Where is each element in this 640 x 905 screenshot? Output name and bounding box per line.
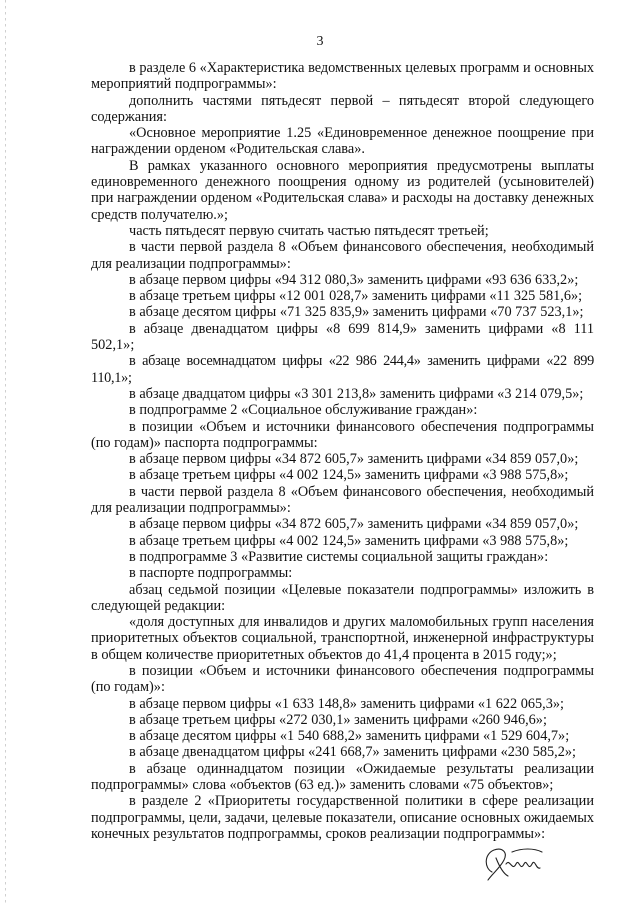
paragraph: в абзаце третьем цифры «4 002 124,5» заменить цифрами «3 988 575,8»; (129, 467, 569, 484)
paragraph: в позиции «Объем и источники финансового обеспечения подпрограммы (по годам)» паспорта подпрограммы: (91, 418, 594, 451)
paragraph: в разделе 2 «Приоритеты государственной политики в сфере реализации подпрограммы, цели, задачи, целевые показатели, описание основных ожидаемых конечных результатов подпрограммы, сроков реализации подпрограммы»: (91, 793, 594, 842)
paragraph: в абзаце одиннадцатом позиции «Ожидаемые результаты реализации подпрограммы» слова «объектов (63 ед.)» заменить словами «75 объектов»; (91, 760, 594, 794)
paragraph: в абзаце десятом цифры «71 325 835,9» заменить цифрами «70 737 523,1»; (129, 304, 584, 321)
paragraph: в части первой раздела 8 «Объем финансового обеспечения, необходимый для реализации подпрограммы»: (91, 239, 594, 272)
paragraph: в абзаце двадцатом цифры «3 301 213,8» заменить цифрами «3 214 079,5»; (129, 385, 584, 402)
paragraph: дополнить частями пятьдесят первой – пятьдесят второй следующего содержания: (91, 92, 594, 125)
scan-edge-dots (5, 0, 6, 905)
paragraph: в позиции «Объем и источники финансового обеспечения подпрограммы (по годам)»: (91, 662, 594, 696)
paragraph: в абзаце первом цифры «94 312 080,3» заменить цифрами «93 636 633,2»; (129, 271, 579, 288)
paragraph: в паспорте подпрограммы: (129, 565, 293, 582)
paragraph: в абзаце двенадцатом цифры «8 699 814,9» заменить цифрами «8 111 502,1»; (91, 320, 594, 354)
paragraph: абзац седьмой позиции «Целевые показатели подпрограммы» изложить в следующей редакции: (91, 581, 594, 614)
paragraph: в подпрограмме 2 «Социальное обслуживание граждан»: (129, 402, 478, 419)
paragraph: В рамках указанного основного мероприятия предусмотрены выплаты единовременного денежного поощрения одному из родителей (усыновителей) при награждении орденом «Родительская слава» и расходы на доставку денежных средств получателю.»; (91, 157, 594, 223)
paragraph: в абзаце десятом цифры «1 540 688,2» заменить цифрами «1 529 604,7»; (129, 728, 570, 745)
paragraph: «Основное мероприятие 1.25 «Единовременное денежное поощрение при награждении орденом «Родительская слава». (91, 125, 594, 158)
paragraph: часть пятьдесят первую считать частью пятьдесят третьей; (129, 222, 489, 239)
paragraph: в абзаце восемнадцатом цифры «22 986 244,4» заменить цифрами «22 899 110,1»; (91, 353, 594, 386)
paragraph: в абзаце третьем цифры «12 001 028,7» заменить цифрами «11 325 581,6»; (129, 288, 583, 305)
paragraph: в абзаце первом цифры «1 633 148,8» заменить цифрами «1 622 065,3»; (129, 695, 565, 712)
handwritten-signature (478, 838, 548, 888)
paragraph: в части первой раздела 8 «Объем финансового обеспечения, необходимый для реализации подпрограммы»: (91, 483, 594, 517)
paragraph: в абзаце первом цифры «34 872 605,7» заменить цифрами «34 859 057,0»; (129, 451, 579, 468)
paragraph: в абзаце третьем цифры «272 030,1» заменить цифрами «260 946,6»; (129, 711, 547, 728)
paragraph: в абзаце первом цифры «34 872 605,7» заменить цифрами «34 859 057,0»; (129, 516, 579, 533)
paragraph: в подпрограмме 3 «Развитие системы социальной защиты граждан»: (129, 548, 549, 565)
paragraph: в абзаце третьем цифры «4 002 124,5» заменить цифрами «3 988 575,8»; (129, 532, 569, 549)
paragraph: «доля доступных для инвалидов и других маломобильных групп населения приоритетных объектов социальной, транспортной, инженерной инфраструктуры в общем количестве приоритетных объектов до 41,4 процента в 2015 году;»; (91, 614, 594, 663)
document-body (91, 60, 594, 842)
page-number: 3 (316, 34, 324, 49)
paragraph: в абзаце двенадцатом цифры «241 668,7» заменить цифрами «230 585,2»; (129, 744, 577, 761)
paragraph: в разделе 6 «Характеристика ведомственных целевых программ и основных мероприятий подпрограммы»: (91, 60, 594, 93)
